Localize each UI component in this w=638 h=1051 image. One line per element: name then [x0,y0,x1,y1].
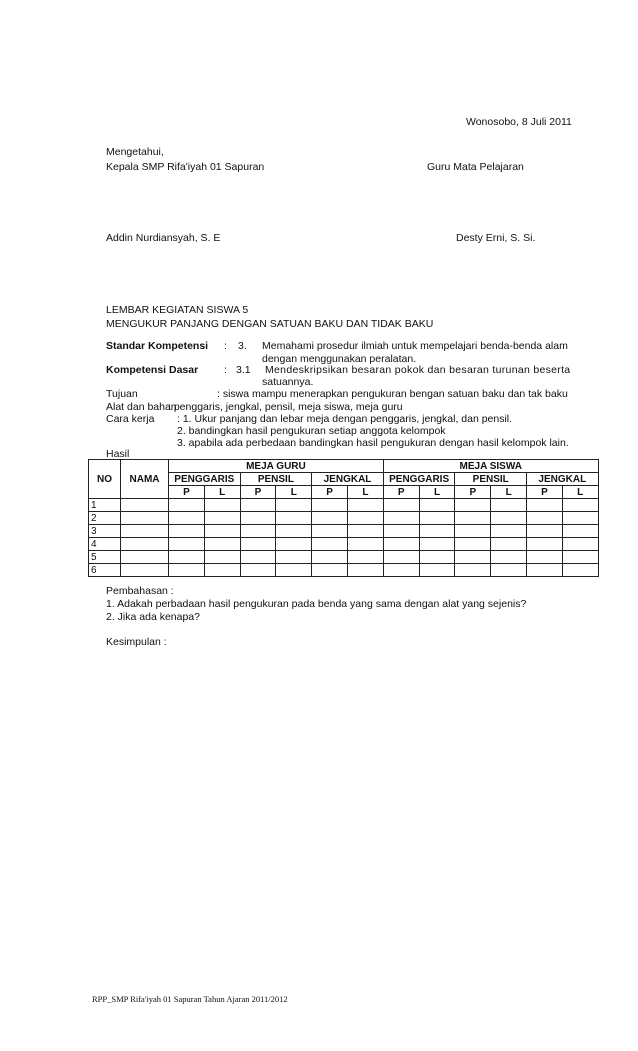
measurement-cell [419,551,455,564]
measurement-cell [491,551,527,564]
measurement-cell [562,499,598,512]
measurement-cell [455,499,491,512]
question-2: 2. Jika ada kenapa? [106,611,200,623]
tool-header: JENGKAL [312,473,384,486]
name-cell [121,512,169,525]
sub-header: L [562,486,598,499]
alat-text: : penggaris, jengkal, pensil, meja siswa, meja guru [168,401,403,413]
tujuan-label: Tujuan [106,388,138,400]
measurement-cell [562,525,598,538]
measurement-cell [527,564,563,577]
sub-header: L [204,486,240,499]
headmaster-name: Addin Nurdiansyah, S. E [106,232,221,244]
measurement-cell [383,564,419,577]
teacher-name: Desty Erni, S. Si. [456,232,536,244]
pembahasan-label: Pembahasan : [106,585,174,597]
measurement-cell [347,512,383,525]
measurement-cell [204,499,240,512]
measurement-cell [455,525,491,538]
measurement-cell [240,564,276,577]
measurement-cell [491,564,527,577]
measurement-cell [383,525,419,538]
measurement-cell [383,499,419,512]
measurement-cell [169,551,205,564]
hasil-label: Hasil [106,448,130,460]
measurement-cell [240,512,276,525]
kesimpulan-label: Kesimpulan : [106,636,167,648]
measurement-cell [169,499,205,512]
page-footer: RPP_SMP Rifa'iyah 01 Sapuran Tahun Ajaran 2011/2012 [92,994,288,1004]
measurement-cell [562,538,598,551]
measurement-cell [276,538,312,551]
sub-header: P [527,486,563,499]
measurement-cell [169,538,205,551]
teacher-role: Guru Mata Pelajaran [427,161,524,173]
col-nama-header: NAMA [121,460,169,499]
measurement-cell [383,538,419,551]
tool-header: PENGGARIS [383,473,455,486]
acknowledged-label: Mengetahui, [106,146,164,158]
sub-header: P [455,486,491,499]
measurement-cell [276,525,312,538]
measurement-cell [419,512,455,525]
measurement-cell [312,499,348,512]
name-cell [121,525,169,538]
measurement-cell [455,538,491,551]
kd-label: Kompetensi Dasar [106,364,199,376]
measurement-cell [455,512,491,525]
cara-step-3: 3. apabila ada perbedaan bandingkan hasil pengukuran dengan hasil kelompok lain. [177,437,569,449]
measurement-cell [169,512,205,525]
table-row [89,538,599,551]
question-1: 1. Adakah perbadaan hasil pengukuran pada benda yang sama dengan alat yang sejenis? [106,598,527,610]
measurement-cell [240,551,276,564]
measurement-cell [312,525,348,538]
measurement-cell [204,525,240,538]
sk-text-cont: dengan menggunakan peralatan. [262,353,417,365]
row-number: 6 [89,564,121,577]
measurement-cell [383,551,419,564]
sub-header: L [347,486,383,499]
table-body [89,499,599,577]
measurement-cell [419,525,455,538]
measurement-cell [204,538,240,551]
measurement-cell [312,538,348,551]
sub-header: L [419,486,455,499]
sk-label: Standar Kompetensi [106,340,209,352]
results-table [88,459,599,577]
measurement-cell [419,538,455,551]
measurement-cell [527,525,563,538]
sub-header: L [276,486,312,499]
measurement-cell [347,564,383,577]
kd-number: 3.1 [236,364,251,376]
measurement-cell [169,525,205,538]
cara-step-1: : 1. Ukur panjang dan lebar meja dengan penggaris, jengkal, dan pensil. [177,413,513,425]
measurement-cell [347,538,383,551]
measurement-cell [240,538,276,551]
measurement-cell [276,512,312,525]
group-meja-siswa: MEJA SISWA [383,460,598,473]
tool-header: PENSIL [240,473,312,486]
name-cell [121,564,169,577]
sub-header: P [169,486,205,499]
col-no-header: NO [89,460,121,499]
kd-text: Mendeskripsikan besaran pokok dan besaran turunan beserta [265,364,571,376]
tool-header: PENSIL [455,473,527,486]
measurement-cell [347,551,383,564]
measurement-cell [562,512,598,525]
worksheet-title: LEMBAR KEGIATAN SISWA 5 [106,304,249,316]
measurement-cell [347,499,383,512]
measurement-cell [455,564,491,577]
measurement-cell [455,551,491,564]
row-number: 1 [89,499,121,512]
kd-text-cont: satuannya. [262,376,314,388]
measurement-cell [312,551,348,564]
place-date: Wonosobo, 8 Juli 2011 [466,116,572,128]
measurement-cell [276,564,312,577]
cara-label: Cara kerja [106,413,155,425]
sub-header: P [312,486,348,499]
tool-header: PENGGARIS [169,473,241,486]
table-row [89,525,599,538]
row-number: 4 [89,538,121,551]
measurement-cell [383,512,419,525]
cara-step-2: 2. bandingkan hasil pengukuran setiap anggota kelompok [177,425,446,437]
measurement-cell [204,551,240,564]
table-row [89,499,599,512]
sub-header: P [240,486,276,499]
table-row [89,512,599,525]
sk-text: Memahami prosedur ilmiah untuk mempelajari benda-benda alam [262,340,568,352]
measurement-cell [491,538,527,551]
tool-header: JENGKAL [527,473,599,486]
measurement-cell [419,499,455,512]
measurement-cell [491,499,527,512]
table-row [89,564,599,577]
alat-label: Alat dan bahan [106,401,177,413]
row-number: 3 [89,525,121,538]
measurement-cell [527,551,563,564]
measurement-cell [204,564,240,577]
sk-colon: : [224,340,227,352]
measurement-cell [527,499,563,512]
measurement-cell [204,512,240,525]
name-cell [121,538,169,551]
measurement-cell [169,564,205,577]
table-row [89,551,599,564]
measurement-cell [312,512,348,525]
measurement-cell [419,564,455,577]
headmaster-role: Kepala SMP Rifa'iyah 01 Sapuran [106,161,265,173]
measurement-cell [527,538,563,551]
kd-colon: : [224,364,227,376]
measurement-cell [240,525,276,538]
measurement-cell [562,551,598,564]
row-number: 2 [89,512,121,525]
sub-header: P [383,486,419,499]
measurement-cell [527,512,563,525]
measurement-cell [347,525,383,538]
name-cell [121,499,169,512]
measurement-cell [491,512,527,525]
measurement-cell [276,551,312,564]
sk-number: 3. [238,340,247,352]
measurement-cell [491,525,527,538]
measurement-cell [276,499,312,512]
sub-header: L [491,486,527,499]
tujuan-text: : siswa mampu menerapkan pengukuran bengan satuan baku dan tak baku [217,388,568,400]
group-meja-guru: MEJA GURU [169,460,384,473]
measurement-cell [240,499,276,512]
row-number: 5 [89,551,121,564]
worksheet-subtitle: MENGUKUR PANJANG DENGAN SATUAN BAKU DAN TIDAK BAKU [106,318,434,330]
measurement-cell [562,564,598,577]
measurement-cell [312,564,348,577]
name-cell [121,551,169,564]
